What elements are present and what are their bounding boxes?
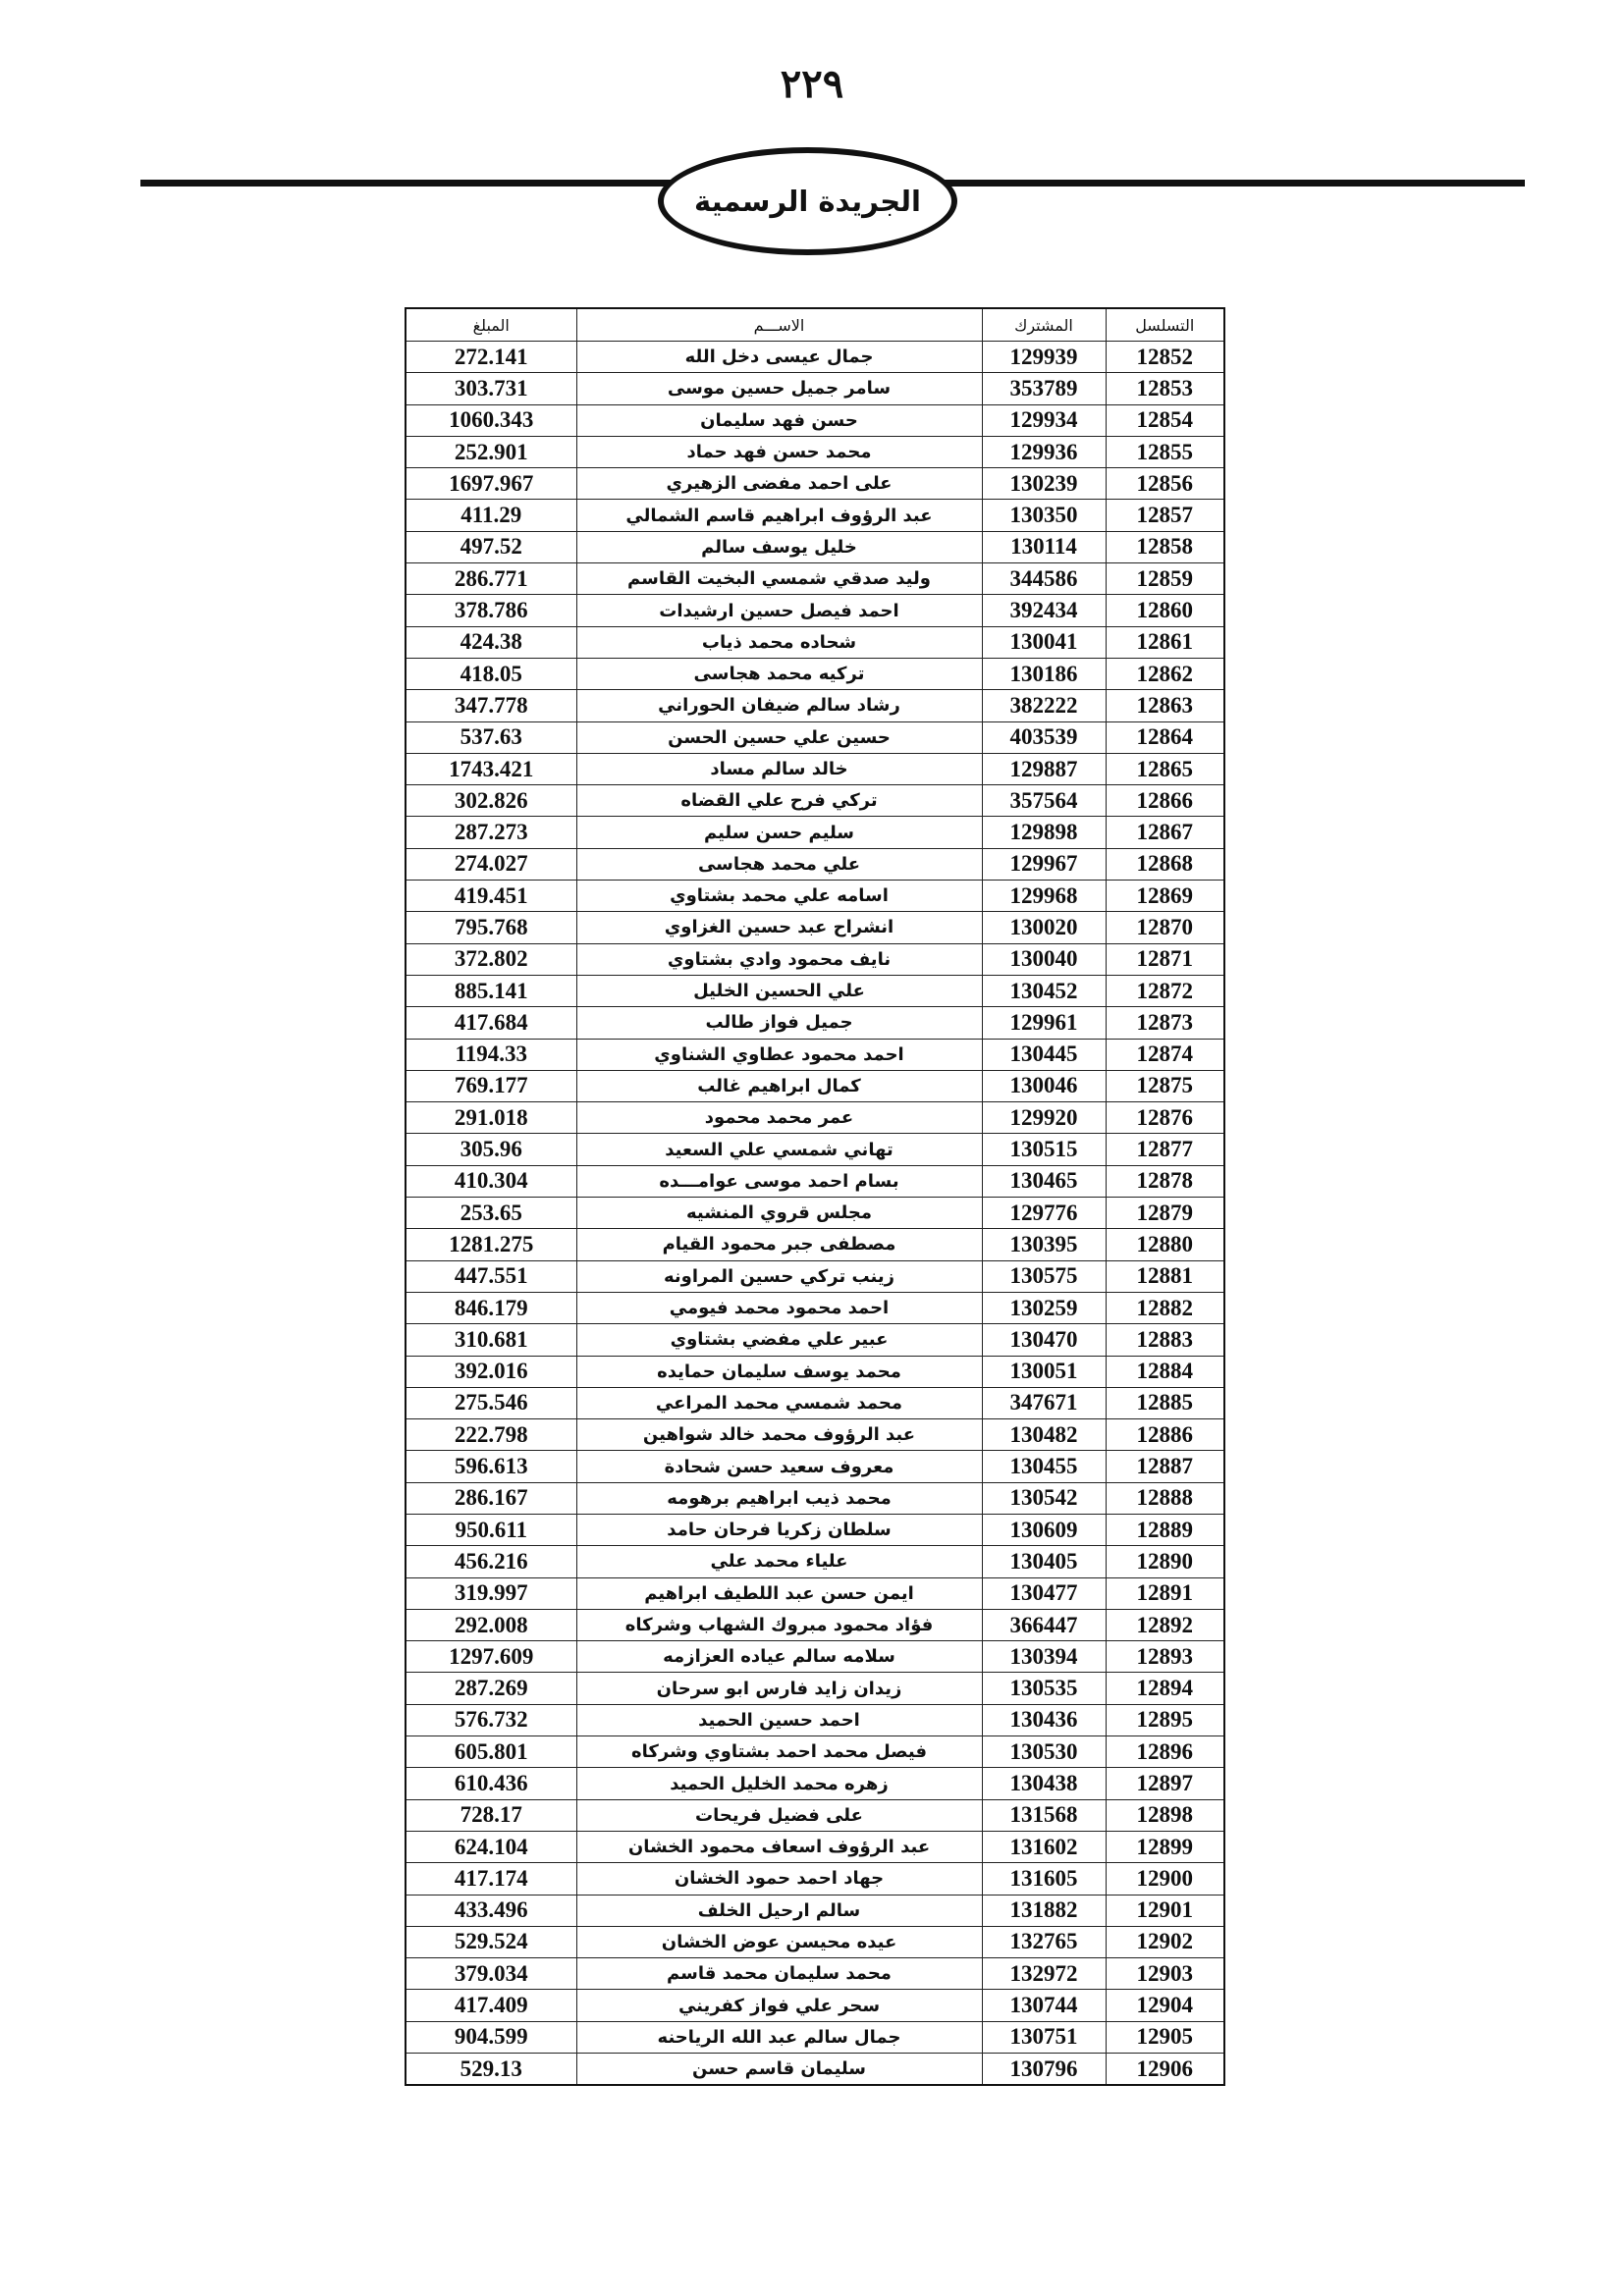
cell-name: كمال ابراهيم غالب (576, 1070, 982, 1101)
cell-name: عبد الرؤوف ابراهيم قاسم الشمالي (576, 500, 982, 531)
cell-serial: 12868 (1106, 848, 1224, 880)
cell-subscriber: 130482 (982, 1419, 1106, 1451)
cell-serial: 12887 (1106, 1451, 1224, 1482)
table-row (406, 1451, 1224, 1482)
gazette-title: الجريدة الرسمية (694, 185, 921, 218)
cell-subscriber: 129898 (982, 817, 1106, 848)
cell-amount: 286.167 (406, 1482, 576, 1514)
cell-subscriber: 130515 (982, 1134, 1106, 1165)
cell-subscriber: 129936 (982, 436, 1106, 467)
cell-amount: 287.269 (406, 1673, 576, 1704)
cell-serial: 12864 (1106, 721, 1224, 753)
cell-subscriber: 131568 (982, 1799, 1106, 1831)
cell-serial: 12853 (1106, 373, 1224, 404)
cell-amount: 303.731 (406, 373, 576, 404)
cell-amount: 1281.275 (406, 1229, 576, 1260)
cell-serial: 12855 (1106, 436, 1224, 467)
cell-name: انشراح عبد حسين الغزاوي (576, 912, 982, 943)
cell-serial: 12877 (1106, 1134, 1224, 1165)
table-row (406, 1229, 1224, 1260)
table-row (406, 1039, 1224, 1070)
cell-serial: 12880 (1106, 1229, 1224, 1260)
cell-name: تركيه محمد هجاسى (576, 658, 982, 689)
table-row (406, 1673, 1224, 1704)
cell-amount: 292.008 (406, 1609, 576, 1640)
cell-subscriber: 130114 (982, 531, 1106, 562)
cell-subscriber: 130394 (982, 1641, 1106, 1673)
cell-amount: 291.018 (406, 1102, 576, 1134)
cell-serial: 12861 (1106, 626, 1224, 658)
cell-amount: 417.409 (406, 1990, 576, 2021)
cell-serial: 12890 (1106, 1546, 1224, 1577)
cell-subscriber: 130542 (982, 1482, 1106, 1514)
cell-serial: 12860 (1106, 595, 1224, 626)
cell-amount: 286.771 (406, 563, 576, 595)
cell-serial: 12895 (1106, 1704, 1224, 1735)
cell-subscriber: 353789 (982, 373, 1106, 404)
table-row (406, 753, 1224, 784)
cell-subscriber: 347671 (982, 1387, 1106, 1418)
cell-serial: 12870 (1106, 912, 1224, 943)
cell-subscriber: 130751 (982, 2021, 1106, 2053)
cell-name: حسين علي حسين الحسن (576, 721, 982, 753)
table-row (406, 690, 1224, 721)
cell-serial: 12893 (1106, 1641, 1224, 1673)
table-row (406, 1482, 1224, 1514)
table-row (406, 1736, 1224, 1768)
table-row (406, 881, 1224, 912)
cell-amount: 624.104 (406, 1831, 576, 1862)
cell-name: معروف سعيد حسن شحادة (576, 1451, 982, 1482)
column-header-name: الاســـم (576, 308, 982, 342)
cell-name: عمر محمد محمود (576, 1102, 982, 1134)
cell-name: علي الحسين الخليل (576, 975, 982, 1006)
cell-subscriber: 130239 (982, 468, 1106, 500)
cell-amount: 529.13 (406, 2054, 576, 2086)
cell-amount: 378.786 (406, 595, 576, 626)
table-row (406, 1958, 1224, 1990)
cell-amount: 1697.967 (406, 468, 576, 500)
cell-serial: 12854 (1106, 404, 1224, 436)
cell-name: سليم حسن سليم (576, 817, 982, 848)
cell-name: مجلس قروي المنشيه (576, 1198, 982, 1229)
cell-serial: 12859 (1106, 563, 1224, 595)
table-row (406, 1514, 1224, 1545)
cell-serial: 12905 (1106, 2021, 1224, 2053)
cell-subscriber: 129968 (982, 881, 1106, 912)
cell-name: مصطفى جبر محمود القيام (576, 1229, 982, 1260)
cell-serial: 12866 (1106, 785, 1224, 817)
cell-subscriber: 130395 (982, 1229, 1106, 1260)
cell-name: احمد فيصل حسين ارشيدات (576, 595, 982, 626)
cell-name: سليمان قاسم حسن (576, 2054, 982, 2086)
cell-amount: 456.216 (406, 1546, 576, 1577)
cell-name: حسن فهد سليمان (576, 404, 982, 436)
table-row (406, 1292, 1224, 1323)
cell-serial: 12906 (1106, 2054, 1224, 2086)
table-row (406, 2054, 1224, 2086)
cell-name: خالد سالم مساد (576, 753, 982, 784)
cell-serial: 12871 (1106, 943, 1224, 975)
cell-subscriber: 130350 (982, 500, 1106, 531)
table-row (406, 1609, 1224, 1640)
cell-amount: 287.273 (406, 817, 576, 848)
cell-name: محمد سليمان محمد قاسم (576, 1958, 982, 1990)
cell-name: رشاد سالم ضيفان الحوراني (576, 690, 982, 721)
cell-serial: 12903 (1106, 1958, 1224, 1990)
table-row (406, 1134, 1224, 1165)
cell-serial: 12858 (1106, 531, 1224, 562)
table-row (406, 1799, 1224, 1831)
cell-serial: 12878 (1106, 1165, 1224, 1197)
table-row (406, 1926, 1224, 1957)
table-row (406, 848, 1224, 880)
cell-name: خليل يوسف سالم (576, 531, 982, 562)
cell-subscriber: 131602 (982, 1831, 1106, 1862)
cell-name: سالم ارحيل الخلف (576, 1895, 982, 1926)
cell-amount: 347.778 (406, 690, 576, 721)
cell-name: زينب تركي حسين المراونه (576, 1260, 982, 1292)
cell-subscriber: 130796 (982, 2054, 1106, 2086)
cell-amount: 447.551 (406, 1260, 576, 1292)
cell-name: زيدان زايد فارس ابو سرحان (576, 1673, 982, 1704)
table-row (406, 342, 1224, 373)
header-oval (658, 147, 957, 255)
cell-amount: 419.451 (406, 881, 576, 912)
cell-amount: 1060.343 (406, 404, 576, 436)
cell-name: جمال سالم عبد الله الرياحنه (576, 2021, 982, 2053)
cell-amount: 305.96 (406, 1134, 576, 1165)
cell-serial: 12889 (1106, 1514, 1224, 1545)
table-row (406, 1704, 1224, 1735)
cell-name: عيده محيسن عوض الخشان (576, 1926, 982, 1957)
cell-name: وليد صدقي شمسي البخيت القاسم (576, 563, 982, 595)
cell-subscriber: 130455 (982, 1451, 1106, 1482)
cell-subscriber: 344586 (982, 563, 1106, 595)
cell-serial: 12867 (1106, 817, 1224, 848)
cell-name: على فضيل فريحات (576, 1799, 982, 1831)
cell-serial: 12885 (1106, 1387, 1224, 1418)
cell-serial: 12892 (1106, 1609, 1224, 1640)
cell-subscriber: 382222 (982, 690, 1106, 721)
table-row (406, 817, 1224, 848)
table-row (406, 1768, 1224, 1799)
cell-serial: 12904 (1106, 1990, 1224, 2021)
cell-serial: 12852 (1106, 342, 1224, 373)
cell-subscriber: 130535 (982, 1673, 1106, 1704)
cell-amount: 537.63 (406, 721, 576, 753)
cell-name: محمد ذيب ابراهيم برهومه (576, 1482, 982, 1514)
table-row (406, 658, 1224, 689)
cell-name: علي محمد هجاسى (576, 848, 982, 880)
table-row (406, 2021, 1224, 2053)
cell-name: جمال عيسى دخل الله (576, 342, 982, 373)
table-header-row (406, 308, 1224, 342)
cell-amount: 1194.33 (406, 1039, 576, 1070)
cell-name: عبد الرؤوف اسعاف محمود الخشان (576, 1831, 982, 1862)
table-row (406, 912, 1224, 943)
cell-serial: 12899 (1106, 1831, 1224, 1862)
cell-serial: 12875 (1106, 1070, 1224, 1101)
table-row (406, 1356, 1224, 1387)
cell-name: سامر جميل حسين موسى (576, 373, 982, 404)
cell-amount: 275.546 (406, 1387, 576, 1418)
cell-serial: 12869 (1106, 881, 1224, 912)
cell-subscriber: 130051 (982, 1356, 1106, 1387)
cell-serial: 12898 (1106, 1799, 1224, 1831)
cell-amount: 529.524 (406, 1926, 576, 1957)
cell-amount: 795.768 (406, 912, 576, 943)
table-row (406, 468, 1224, 500)
cell-subscriber: 130530 (982, 1736, 1106, 1768)
cell-amount: 424.38 (406, 626, 576, 658)
cell-name: سلامه سالم عياده العزازمه (576, 1641, 982, 1673)
table-row (406, 1165, 1224, 1197)
cell-serial: 12886 (1106, 1419, 1224, 1451)
cell-serial: 12897 (1106, 1768, 1224, 1799)
cell-name: نايف محمود وادي بشتاوي (576, 943, 982, 975)
cell-amount: 610.436 (406, 1768, 576, 1799)
cell-serial: 12900 (1106, 1863, 1224, 1895)
cell-amount: 272.141 (406, 342, 576, 373)
table-row (406, 785, 1224, 817)
cell-amount: 596.613 (406, 1451, 576, 1482)
table-row (406, 1102, 1224, 1134)
table-row (406, 975, 1224, 1006)
cell-amount: 222.798 (406, 1419, 576, 1451)
cell-subscriber: 130405 (982, 1546, 1106, 1577)
cell-name: فؤاد محمود مبروك الشهاب وشركاه (576, 1609, 982, 1640)
cell-name: سحر علي فواز كفريني (576, 1990, 982, 2021)
cell-serial: 12882 (1106, 1292, 1224, 1323)
table-row (406, 1895, 1224, 1926)
table-row (406, 1007, 1224, 1039)
cell-subscriber: 130186 (982, 658, 1106, 689)
cell-amount: 1743.421 (406, 753, 576, 784)
cell-subscriber: 130436 (982, 1704, 1106, 1735)
table-row (406, 1990, 1224, 2021)
cell-amount: 274.027 (406, 848, 576, 880)
table-row (406, 1546, 1224, 1577)
table-row (406, 1387, 1224, 1418)
cell-amount: 417.174 (406, 1863, 576, 1895)
table-row (406, 373, 1224, 404)
table-row (406, 1641, 1224, 1673)
table-row (406, 721, 1224, 753)
cell-subscriber: 357564 (982, 785, 1106, 817)
cell-amount: 379.034 (406, 1958, 576, 1990)
cell-amount: 411.29 (406, 500, 576, 531)
cell-serial: 12865 (1106, 753, 1224, 784)
table-row (406, 404, 1224, 436)
cell-subscriber: 129961 (982, 1007, 1106, 1039)
cell-subscriber: 130046 (982, 1070, 1106, 1101)
table-row (406, 1324, 1224, 1356)
cell-subscriber: 130041 (982, 626, 1106, 658)
page-number: ٢٢٩ (780, 61, 844, 107)
cell-subscriber: 130020 (982, 912, 1106, 943)
cell-amount: 302.826 (406, 785, 576, 817)
cell-subscriber: 130259 (982, 1292, 1106, 1323)
cell-name: ايمن حسن عبد اللطيف ابراهيم (576, 1577, 982, 1609)
cell-serial: 12856 (1106, 468, 1224, 500)
cell-serial: 12873 (1106, 1007, 1224, 1039)
cell-name: سلطان زكريا فرحان حامد (576, 1514, 982, 1545)
cell-serial: 12894 (1106, 1673, 1224, 1704)
cell-name: بسام احمد موسى عوامـــده (576, 1165, 982, 1197)
table-row (406, 1198, 1224, 1229)
cell-serial: 12896 (1106, 1736, 1224, 1768)
cell-amount: 252.901 (406, 436, 576, 467)
table-row (406, 436, 1224, 467)
cell-subscriber: 129967 (982, 848, 1106, 880)
cell-amount: 392.016 (406, 1356, 576, 1387)
cell-amount: 433.496 (406, 1895, 576, 1926)
cell-name: محمد يوسف سليمان حمايده (576, 1356, 982, 1387)
cell-subscriber: 366447 (982, 1609, 1106, 1640)
cell-subscriber: 131605 (982, 1863, 1106, 1895)
cell-name: احمد حسين الحميد (576, 1704, 982, 1735)
table-row (406, 563, 1224, 595)
cell-serial: 12862 (1106, 658, 1224, 689)
cell-name: جهاد احمد حمود الخشان (576, 1863, 982, 1895)
cell-subscriber: 392434 (982, 595, 1106, 626)
cell-amount: 253.65 (406, 1198, 576, 1229)
cell-name: تهاني شمسي علي السعيد (576, 1134, 982, 1165)
cell-amount: 769.177 (406, 1070, 576, 1101)
cell-serial: 12891 (1106, 1577, 1224, 1609)
cell-serial: 12872 (1106, 975, 1224, 1006)
cell-name: احمد محمود عطاوي الشناوي (576, 1039, 982, 1070)
cell-name: عبد الرؤوف محمد خالد شواهين (576, 1419, 982, 1451)
cell-serial: 12902 (1106, 1926, 1224, 1957)
cell-subscriber: 130445 (982, 1039, 1106, 1070)
cell-subscriber: 131882 (982, 1895, 1106, 1926)
cell-subscriber: 129920 (982, 1102, 1106, 1134)
table-body (406, 342, 1224, 2086)
table-row (406, 1863, 1224, 1895)
cell-subscriber: 129776 (982, 1198, 1106, 1229)
cell-amount: 319.997 (406, 1577, 576, 1609)
cell-amount: 410.304 (406, 1165, 576, 1197)
cell-subscriber: 129887 (982, 753, 1106, 784)
cell-amount: 497.52 (406, 531, 576, 562)
cell-name: احمد محمود محمد فيومي (576, 1292, 982, 1323)
cell-name: تركي فرح علي القضاه (576, 785, 982, 817)
table-row (406, 531, 1224, 562)
cell-serial: 12884 (1106, 1356, 1224, 1387)
cell-amount: 576.732 (406, 1704, 576, 1735)
cell-name: عبير علي مفضي بشتاوي (576, 1324, 982, 1356)
cell-amount: 950.611 (406, 1514, 576, 1545)
cell-subscriber: 403539 (982, 721, 1106, 753)
cell-serial: 12881 (1106, 1260, 1224, 1292)
cell-amount: 418.05 (406, 658, 576, 689)
cell-subscriber: 132765 (982, 1926, 1106, 1957)
column-header-amount: المبلغ (406, 308, 576, 342)
cell-subscriber: 130465 (982, 1165, 1106, 1197)
cell-subscriber: 130040 (982, 943, 1106, 975)
cell-serial: 12876 (1106, 1102, 1224, 1134)
cell-amount: 372.802 (406, 943, 576, 975)
cell-amount: 846.179 (406, 1292, 576, 1323)
cell-name: علياء محمد علي (576, 1546, 982, 1577)
cell-name: جميل فواز طالب (576, 1007, 982, 1039)
table-row (406, 500, 1224, 531)
cell-subscriber: 129939 (982, 342, 1106, 373)
cell-name: محمد حسن فهد حماد (576, 436, 982, 467)
cell-serial: 12857 (1106, 500, 1224, 531)
cell-amount: 728.17 (406, 1799, 576, 1831)
cell-subscriber: 132972 (982, 1958, 1106, 1990)
table-row (406, 626, 1224, 658)
cell-name: على احمد مفضى الزهيري (576, 468, 982, 500)
cell-serial: 12863 (1106, 690, 1224, 721)
cell-subscriber: 130477 (982, 1577, 1106, 1609)
payments-table (405, 307, 1225, 2086)
cell-subscriber: 130438 (982, 1768, 1106, 1799)
cell-name: فيصل محمد احمد بشتاوي وشركاه (576, 1736, 982, 1768)
cell-name: زهره محمد الخليل الحميد (576, 1768, 982, 1799)
cell-name: شحاده محمد ذياب (576, 626, 982, 658)
cell-serial: 12874 (1106, 1039, 1224, 1070)
cell-subscriber: 129934 (982, 404, 1106, 436)
column-header-subscriber: المشترك (982, 308, 1106, 342)
cell-serial: 12879 (1106, 1198, 1224, 1229)
table-row (406, 1419, 1224, 1451)
cell-subscriber: 130470 (982, 1324, 1106, 1356)
cell-amount: 1297.609 (406, 1641, 576, 1673)
cell-amount: 417.684 (406, 1007, 576, 1039)
cell-serial: 12883 (1106, 1324, 1224, 1356)
table-row (406, 1831, 1224, 1862)
cell-amount: 310.681 (406, 1324, 576, 1356)
column-header-serial: التسلسل (1106, 308, 1224, 342)
cell-subscriber: 130609 (982, 1514, 1106, 1545)
cell-subscriber: 130575 (982, 1260, 1106, 1292)
table-row (406, 595, 1224, 626)
cell-amount: 904.599 (406, 2021, 576, 2053)
cell-serial: 12888 (1106, 1482, 1224, 1514)
table-row (406, 1260, 1224, 1292)
cell-amount: 885.141 (406, 975, 576, 1006)
payments-table-container (405, 307, 1223, 2086)
cell-amount: 605.801 (406, 1736, 576, 1768)
cell-subscriber: 130744 (982, 1990, 1106, 2021)
cell-name: اسامه علي محمد بشتاوي (576, 881, 982, 912)
table-row (406, 1070, 1224, 1101)
cell-name: محمد شمسي محمد المراعي (576, 1387, 982, 1418)
table-row (406, 943, 1224, 975)
cell-serial: 12901 (1106, 1895, 1224, 1926)
table-row (406, 1577, 1224, 1609)
cell-subscriber: 130452 (982, 975, 1106, 1006)
